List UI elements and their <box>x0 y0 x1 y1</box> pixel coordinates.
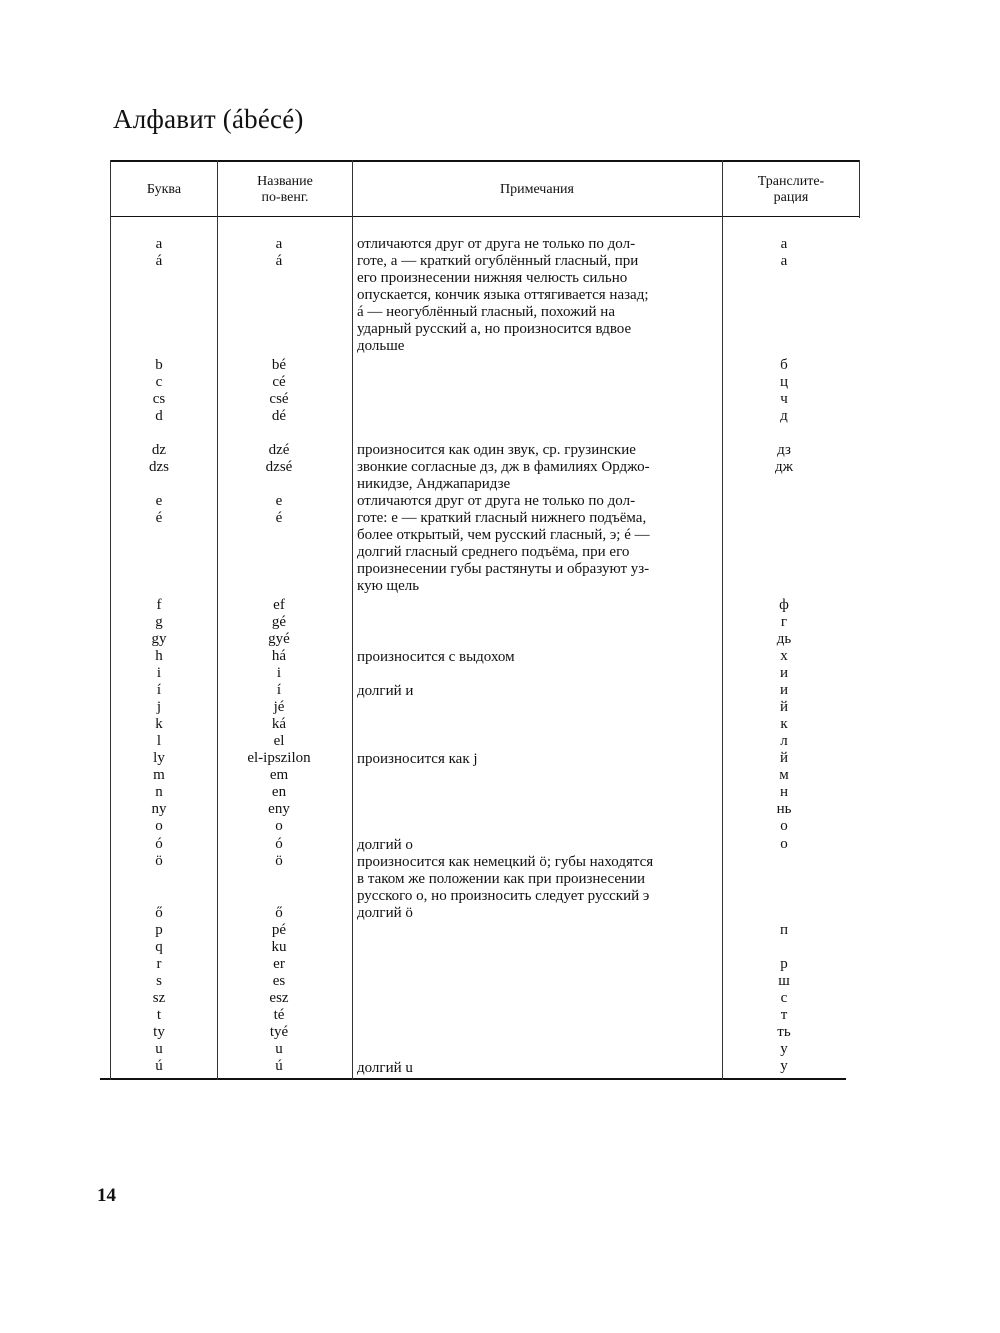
table-row <box>100 922 860 939</box>
table-row <box>100 357 860 374</box>
letter-cell: t <box>156 1007 162 1023</box>
note-ly: произносится как j <box>357 751 478 767</box>
letter-cell: a <box>155 236 163 252</box>
note-e: отличаются друг от друга не только по дол- готе: e — краткий гласный нижнего подъёма, более открытый, чем русский гласный, э; é — долгий гласный среднего подъёма, при его произнесении губы растянуты и образуют уз- кую щель <box>357 493 650 594</box>
table-row <box>100 767 860 784</box>
name-cell: há <box>271 648 287 664</box>
header-transliteration: Транслите- рация <box>757 174 825 205</box>
translit-cell: у <box>780 1058 788 1074</box>
letter-cell: f <box>156 597 162 613</box>
note-o-long: долгий o <box>357 837 413 853</box>
name-cell: es <box>272 973 286 989</box>
letter-cell: ő <box>155 905 163 921</box>
name-cell: é <box>275 510 283 526</box>
translit-cell: ф <box>779 597 789 613</box>
name-cell: ká <box>271 716 287 732</box>
letter-cell: ö <box>155 853 163 869</box>
table-row <box>100 801 860 818</box>
table-row <box>100 374 860 391</box>
letter-cell: ó <box>155 836 163 852</box>
name-cell: pé <box>271 922 287 938</box>
table-row <box>100 973 860 990</box>
letter-cell: ly <box>153 750 165 766</box>
translit-cell: дз <box>777 442 791 458</box>
translit-cell: г <box>780 614 788 630</box>
table-row <box>100 990 860 1007</box>
letter-cell: sz <box>152 990 166 1006</box>
translit-cell: д <box>780 408 788 424</box>
translit-cell: р <box>780 956 788 972</box>
table-row <box>100 818 860 835</box>
name-cell: csé <box>269 391 289 407</box>
translit-cell: л <box>780 733 788 749</box>
note-dz: произносится как один звук, ср. грузинские звонкие согласные дз, дж в фамилиях Орджо- никидзе, Анджапаридзе <box>357 442 650 492</box>
letter-cell: d <box>155 408 163 424</box>
name-cell: gé <box>271 614 287 630</box>
table-row <box>100 1041 860 1058</box>
table-bottom-rule <box>100 1078 846 1080</box>
letter-cell: j <box>156 699 162 715</box>
letter-cell: o <box>155 818 163 834</box>
note-u-long: долгий u <box>357 1060 413 1076</box>
letter-cell: q <box>155 939 163 955</box>
name-cell: ef <box>273 597 285 613</box>
note-i-long: долгий и <box>357 683 414 699</box>
table-row <box>100 956 860 973</box>
table-row <box>100 391 860 408</box>
letter-cell: ty <box>153 1024 165 1040</box>
translit-cell: ч <box>780 391 788 407</box>
letter-cell: n <box>155 784 163 800</box>
name-cell: bé <box>271 357 287 373</box>
letter-cell: á <box>155 253 163 269</box>
name-cell: té <box>273 1007 285 1023</box>
table-border-right <box>859 160 860 218</box>
letter-cell: u <box>155 1041 163 1057</box>
translit-cell: й <box>779 750 789 766</box>
table-row <box>100 699 860 716</box>
note-h: произносится с выдохом <box>357 649 515 665</box>
name-cell: er <box>273 956 285 972</box>
name-cell: ő <box>275 905 283 921</box>
table-row <box>100 1024 860 1041</box>
translit-cell: т <box>780 1007 788 1023</box>
name-cell: ó <box>275 836 283 852</box>
note-a: отличаются друг от друга не только по дол- готе, a — краткий огублённый гласный, при его произнесении нижняя челюсть сильно опускается, кончик языка оттягивается назад; á — неогублённый гласный, похожий на ударный русский а, но произносится вдвое дольше <box>357 236 649 354</box>
table-row <box>100 665 860 682</box>
letter-cell: m <box>153 767 165 783</box>
table-row <box>100 784 860 801</box>
note-o-umlaut: произносится как немецкий ö; губы находятся в таком же положении как при произнесении русского о, но произносить следует русский э долгий ö <box>357 854 654 921</box>
letter-cell: s <box>156 973 162 989</box>
translit-cell: к <box>780 716 788 732</box>
alphabet-table <box>100 160 860 1080</box>
letter-cell: b <box>155 357 163 373</box>
translit-cell: а <box>780 253 788 269</box>
translit-cell: а <box>780 236 788 252</box>
name-cell: á <box>275 253 283 269</box>
name-cell: jé <box>273 699 285 715</box>
name-cell: el <box>273 733 285 749</box>
translit-cell: и <box>779 682 789 698</box>
name-cell: dzé <box>268 442 290 458</box>
table-header-rule <box>110 216 860 217</box>
name-cell: eny <box>268 801 290 817</box>
translit-cell: ц <box>779 374 789 390</box>
translit-cell: п <box>779 922 789 938</box>
translit-cell: дж <box>775 459 793 475</box>
name-cell: í <box>276 682 282 698</box>
letter-cell: ú <box>155 1058 163 1074</box>
letter-cell: dzs <box>149 459 169 475</box>
table-row <box>100 614 860 631</box>
translit-cell: дь <box>776 631 792 647</box>
letter-cell: r <box>156 956 162 972</box>
translit-cell: с <box>780 990 788 1006</box>
letter-cell: k <box>155 716 163 732</box>
table-row <box>100 939 860 956</box>
translit-cell: н <box>779 784 789 800</box>
name-cell: u <box>275 1041 283 1057</box>
letter-cell: gy <box>151 631 167 647</box>
letter-cell: l <box>156 733 162 749</box>
letter-cell: c <box>155 374 163 390</box>
translit-cell: о <box>780 836 788 852</box>
translit-cell: у <box>780 1041 788 1057</box>
translit-cell: х <box>780 648 788 664</box>
table-row <box>100 408 860 425</box>
name-cell: gyé <box>268 631 290 647</box>
name-cell: ku <box>271 939 287 955</box>
name-cell: en <box>271 784 287 800</box>
translit-cell: б <box>780 357 788 373</box>
header-notes: Примечания <box>499 182 574 197</box>
page-number: 14 <box>97 1185 116 1206</box>
translit-cell: нь <box>776 801 792 817</box>
name-cell: esz <box>269 990 289 1006</box>
header-letter: Буква <box>146 182 182 197</box>
name-cell: tyé <box>269 1024 289 1040</box>
translit-cell: й <box>779 699 789 715</box>
translit-cell: о <box>780 818 788 834</box>
name-cell: dé <box>271 408 287 424</box>
table-row <box>100 631 860 648</box>
letter-cell: cs <box>152 391 166 407</box>
letter-cell: ny <box>151 801 167 817</box>
letter-cell: e <box>155 493 163 509</box>
letter-cell: p <box>155 922 163 938</box>
table-row <box>100 1007 860 1024</box>
letter-cell: í <box>156 682 162 698</box>
name-cell: dzsé <box>265 459 293 475</box>
header-name: Название по-венг. <box>257 174 313 205</box>
letter-cell: é <box>155 510 163 526</box>
translit-cell: и <box>779 665 789 681</box>
name-cell: a <box>275 236 283 252</box>
table-row <box>100 716 860 733</box>
letter-cell: h <box>155 648 163 664</box>
name-cell: cé <box>272 374 286 390</box>
name-cell: ú <box>275 1058 283 1074</box>
name-cell: i <box>276 665 282 681</box>
name-cell: ö <box>275 853 283 869</box>
name-cell: em <box>269 767 289 783</box>
name-cell: e <box>275 493 283 509</box>
translit-cell: м <box>779 767 789 783</box>
letter-cell: i <box>156 665 162 681</box>
page-title: Алфавит (ábécé) <box>113 104 304 134</box>
name-cell: o <box>275 818 283 834</box>
letter-cell: dz <box>151 442 167 458</box>
translit-cell: ть <box>777 1024 791 1040</box>
table-top-rule <box>110 160 860 162</box>
name-cell: el-ipszilon <box>247 750 311 766</box>
letter-cell: g <box>155 614 163 630</box>
table-row <box>100 733 860 750</box>
table-row <box>100 597 860 614</box>
translit-cell: ш <box>778 973 790 989</box>
